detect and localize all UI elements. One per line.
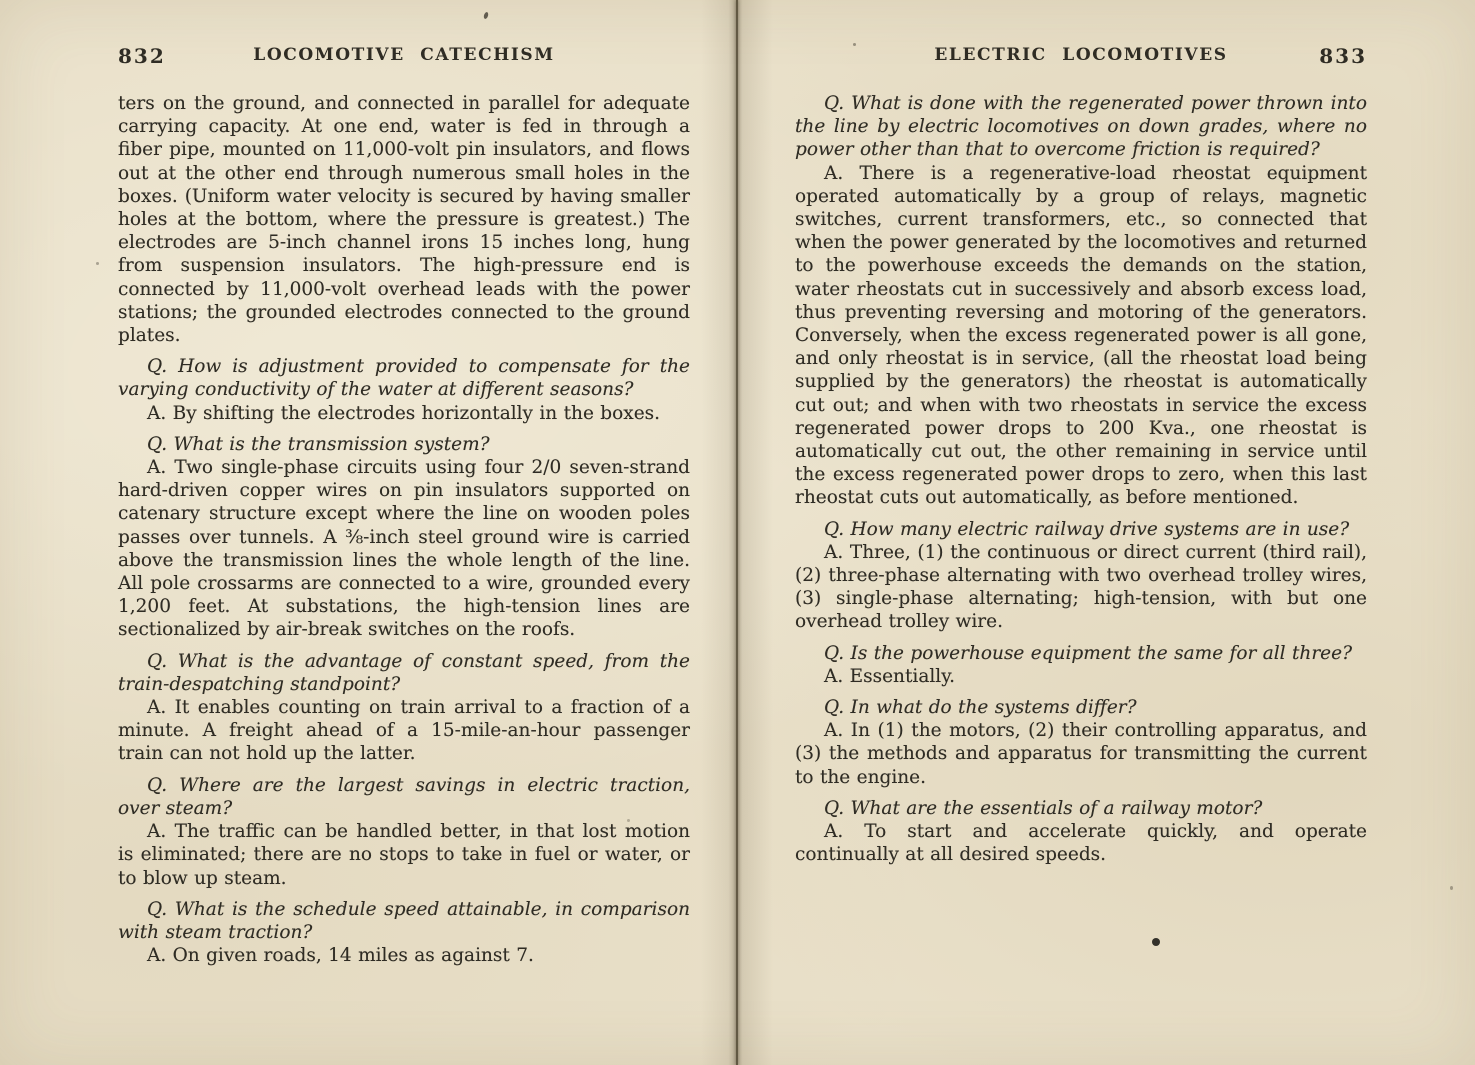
page-header-left [118,44,690,69]
paragraph-answer: A. Three, (1) the continuous or direct current (third rail), (2) three-phase alternating with two overhead trolley wires, (3) single-phase alternating; high-tension, with but one overhead trolley wire. [795,541,1367,633]
page-header-right [795,44,1367,69]
page-right [738,0,1475,1065]
paragraph-question: Q. Is the powerhouse equipment the same for all three? [824,642,1352,664]
paragraph-answer: A. It enables counting on train arrival to a fraction of a minute. A freight ahead of a 15-mile-an-hour passenger train can not hold up the latter. [118,697,690,765]
page-left-column [118,44,690,967]
page-left [0,0,737,1065]
running-title-left: LOCOMOTIVE CATECHISM [253,45,555,65]
paragraph-question: Q. In what do the systems differ? [824,697,1137,719]
paragraph-answer: A. To start and accelerate quickly, and operate continually at all desired speeds. [795,821,1367,866]
paragraph-question: Q. What is done with the regenerated power thrown into the line by electric locomotives on down grades, where no power other than that to overcome friction is required? [795,93,1367,161]
paragraph-question: Q. What is the advantage of constant speed, from the train-despatching standpoint? [118,650,690,695]
paragraph-question: Q. What is the schedule speed attainable, in comparison with steam traction? [118,898,690,943]
paragraph-question: Q. What are the essentials of a railway motor? [824,797,1263,819]
paragraph-answer: A. In (1) the motors, (2) their controlling apparatus, and (3) the methods and apparatus for transmitting the current to the engine. [795,720,1367,788]
paragraph-question: Q. How is adjustment provided to compensate for the varying conductivity of the water at different seasons? [118,356,690,401]
paragraph-answer: A. The traffic can be handled better, in that lost motion is eliminated; there are no stops to take in fuel or water, or to blow up steam. [118,821,690,889]
paragraph-question: Q. What is the transmission system? [147,433,490,455]
paragraph-continuation: ters on the ground, and connected in parallel for adequate carrying capacity. At one end, water is fed in through a fiber pipe, mounted on 11,000-volt pin insulators, and flows out at the other end through numerous small holes in the boxes. (Uniform water velocity is secured by having smaller holes at the bottom, where the pressure is greatest.) The electrodes are 5-inch channel irons 15 inches long, hung from suspension insulators. The high-pressure end is connected by 11,000-volt overhead leads with the power stations; the grounded electrodes connected to the ground plates. [118,93,690,347]
running-title-right: ELECTRIC LOCOMOTIVES [934,45,1228,65]
paragraph-answer: A. On given roads, 14 miles as against 7. [147,945,534,967]
page-body-right [795,92,1367,867]
paragraph-question: Q. How many electric railway drive systems are in use? [824,518,1350,540]
paragraph-answer: A. By shifting the electrodes horizontally in the boxes. [147,402,661,424]
paragraph-question: Q. Where are the largest savings in electric traction, over steam? [118,774,690,819]
page-right-column [795,44,1367,867]
paragraph-answer: A. Two single-phase circuits using four 2/0 seven-strand hard-driven copper wires on pin insulators supported on catenary structure except where the line on wooden poles passes over tunnels. A ⅜-inch steel ground wire is carried above the transmission lines the whole length of the line. All pole crossarms are connected to a wire, grounded every 1,200 feet. At substations, the high-tension lines are sectionalized by air-break switches on the roofs. [118,457,690,641]
paragraph-answer: A. There is a regenerative-load rheostat equipment operated automatically by a group of relays, magnetic switches, current transformers, etc., so connected that when the power generated by the locomotives and returned to the powerhouse exceeds the demands on the station, water rheostats cut in successively and absorb excess load, thus preventing reversing and motoring of the generators. Conversely, when the excess regenerated power is all gone, and only rheostat is in service, (all the rheostat load being supplied by the generators) the rheostat is automatically cut out; and when with two rheostats in service the excess regenerated power drops to 200 Kva., one rheostat is automatically cut out, the other remaining in service until the excess regenerated power drops to zero, when this last rheostat cuts out automatically, as before mentioned. [795,162,1367,509]
page-number-left: 832 [118,44,166,68]
page-number-right: 833 [1319,44,1367,68]
paragraph-answer: A. Essentially. [824,665,956,687]
page-body-left [118,92,690,967]
